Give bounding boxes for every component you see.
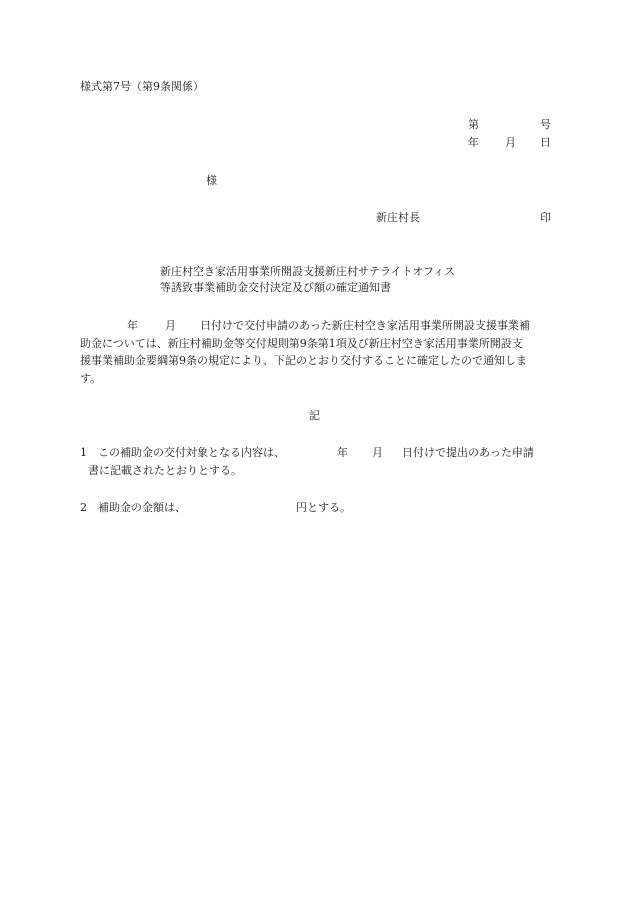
body-month-label: 月	[165, 319, 176, 332]
doc-number-suffix: 号	[540, 118, 551, 131]
item-1-text-c: 書に記載されたとおりとする。	[88, 463, 242, 477]
issuer-name: 新庄村長	[376, 211, 420, 224]
list-item-1	[80, 444, 552, 479]
list-item-2	[80, 499, 552, 517]
body-year-label: 年	[127, 319, 138, 332]
item-2-text-b: 円とする。	[296, 501, 351, 514]
item-2-text-a: 補助金の金額は、	[98, 501, 186, 514]
ki-heading: 記	[309, 409, 320, 422]
item-2-number: 2	[80, 501, 87, 514]
body-line-3: 援事業補助金要綱第9条の規定により、下記のとおり交付することに確定したので通知しま	[80, 354, 527, 367]
date-month-label: 月	[505, 136, 516, 149]
body-line-4: す。	[80, 371, 102, 385]
doc-number-prefix: 第	[468, 118, 479, 131]
item-1-text-a: この補助金の交付対象となる内容は、	[98, 446, 285, 459]
document-title-line-1: 新庄村空き家活用事業所開設支援新庄村サテライトオフィス	[160, 265, 456, 278]
body-line-2: 助金については、新庄村補助金等交付規則第9条第1項及び新庄村空き家活用事業所開設支	[80, 336, 523, 350]
seal-mark: 印	[540, 211, 551, 224]
form-label: 様式第7号（第9条関係）	[80, 80, 204, 93]
item-1-text-b: 日付けで提出のあった申請	[402, 446, 534, 459]
addressee-suffix: 様	[206, 174, 217, 187]
document-title-line-2: 等誘致事業補助金交付決定及び額の確定通知書	[160, 281, 391, 294]
body-paragraph	[80, 317, 552, 387]
body-text-1: 日付けで交付申請のあった新庄村空き家活用事業所開設支援事業補	[200, 319, 530, 332]
item-1-month-label: 月	[372, 446, 383, 459]
item-1-year-label: 年	[337, 446, 348, 459]
date-year-label: 年	[468, 136, 479, 149]
item-1-number: 1	[80, 446, 87, 459]
body-line-1	[80, 317, 552, 335]
date-day-label: 日	[540, 136, 551, 149]
